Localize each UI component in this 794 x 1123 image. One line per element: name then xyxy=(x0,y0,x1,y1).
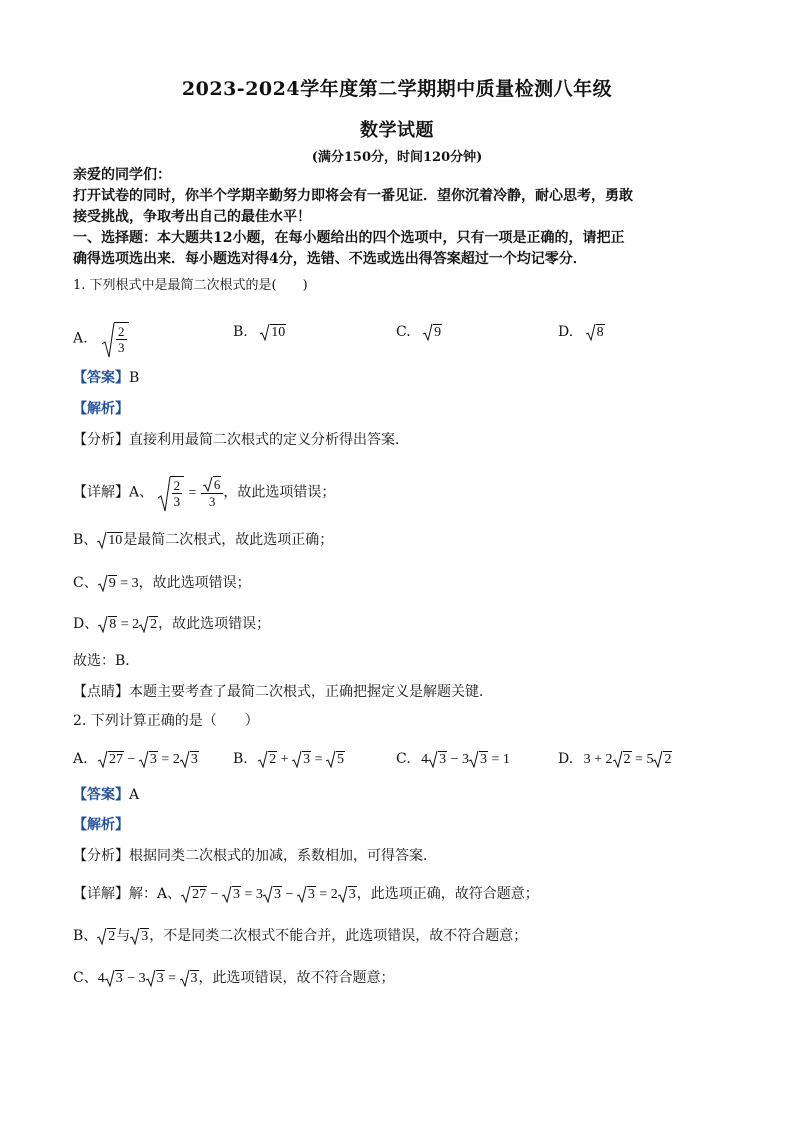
q2-option-d xyxy=(558,749,672,770)
q2-option-c-label: C. xyxy=(396,751,411,767)
radical-icon xyxy=(613,750,623,768)
q2-option-b xyxy=(233,749,345,770)
q1-analysis-heading xyxy=(73,399,129,419)
q2-c-op: − 3 xyxy=(447,752,470,767)
q1-detail-b xyxy=(73,530,333,551)
exam-title: 2023-2024学年度第二学期期中质量检测八年级 xyxy=(181,78,613,100)
q1-detail-a-den: 3 xyxy=(173,494,181,509)
q2-d-s2 xyxy=(653,750,672,770)
q1-option-a-label: A. xyxy=(73,330,88,347)
q2-c-r1: 3 xyxy=(439,752,447,767)
radical-icon xyxy=(139,615,149,633)
q1-answer xyxy=(73,368,139,388)
q1-detail-a xyxy=(73,476,335,509)
q2-a-s3 xyxy=(180,750,199,770)
q2-b-r3: 5 xyxy=(337,752,345,767)
q1-option-b-label: B. xyxy=(233,324,248,340)
intro-line-2: 接受挑战，争取考出自己的最佳水平！ xyxy=(73,209,311,225)
q2-da-r2: 3 xyxy=(233,887,241,902)
q1-detail-b-suffix: 是最简二次根式，故此选项正确； xyxy=(123,532,334,548)
exam-info: (满分150分，时间120分钟) xyxy=(311,150,483,165)
q1-option-a xyxy=(73,322,129,355)
q2-option-a-expr xyxy=(98,752,199,767)
radical-icon xyxy=(326,750,336,768)
radical-icon xyxy=(297,885,307,903)
q2-detail-a-expr xyxy=(181,887,357,902)
q1-option-c-rad: 9 xyxy=(434,325,442,340)
q1-detail-a-suffix: ，故此选项错误； xyxy=(223,484,336,501)
q2-option-d-expr xyxy=(584,752,673,767)
radical-icon xyxy=(102,322,115,358)
q1-detail-a-expr xyxy=(158,476,185,509)
q2-da-s3 xyxy=(263,885,282,905)
q2-db-r2: 3 xyxy=(141,929,149,944)
radical-icon xyxy=(203,476,213,492)
q2-da-s4 xyxy=(297,885,316,905)
radical-icon xyxy=(423,323,433,341)
radical-icon xyxy=(158,476,171,512)
q2-da-op2: − xyxy=(281,887,297,902)
q2-stem: 2. 下列计算正确的是（ ） xyxy=(73,713,259,729)
q2-b-op: + xyxy=(277,752,293,767)
intro-line-1: 打开试卷的同时，你半个学期辛勤努力即将会有一番见证．望你沉着冷静，耐心思考，勇敢 xyxy=(73,188,633,204)
radical-icon xyxy=(260,323,270,341)
q2-detail-c-expr xyxy=(98,971,199,986)
q1-fenxi-text: 直接利用最简二次根式的定义分析得出答案． xyxy=(129,432,409,448)
q2-da-eq1: = 3 xyxy=(241,887,263,902)
q1-option-b-rad: 10 xyxy=(271,325,286,340)
q2-fenxi xyxy=(73,846,437,866)
q1-detail-a-result xyxy=(201,476,224,509)
q1-detail-b-prefix: B、 xyxy=(73,532,98,548)
q2-option-a-label: A. xyxy=(73,751,88,767)
q1-detail-c-prefix: C、 xyxy=(73,575,98,591)
q2-a-r3: 3 xyxy=(190,752,198,767)
q1-option-c-expr xyxy=(423,323,442,343)
q2-option-b-expr xyxy=(258,752,345,767)
radical-icon xyxy=(586,323,596,341)
q1-option-d-expr xyxy=(586,323,605,343)
q2-d-s1 xyxy=(613,750,632,770)
dianjing-tag: 【点睛】 xyxy=(73,684,129,700)
section1-line-1: 一、选择题：本大题共12小题，在每小题给出的四个选项中，只有一项是正确的，请把正 xyxy=(73,230,625,246)
q2-detail-a-prefix: 解：A、 xyxy=(129,886,182,902)
radical-icon xyxy=(180,750,190,768)
q2-detail-b-suffix: ，不是同类二次根式不能合并，此选项错误，故不符合题意； xyxy=(149,928,528,944)
q1-detail-c-suffix: ，故此选项错误； xyxy=(138,575,251,591)
q1-detail-c-expr xyxy=(98,574,117,594)
q2-detail-c xyxy=(73,968,395,989)
q1-option-d xyxy=(558,322,605,343)
q2-dc-pre: 4 xyxy=(97,971,105,986)
q1-dianjing xyxy=(73,682,493,702)
q1-conclusion: 故选：B． xyxy=(73,653,140,669)
q1-option-c-label: C. xyxy=(396,324,411,340)
q2-b-s2 xyxy=(292,750,311,770)
q1-detail-d-expr2 xyxy=(139,615,158,635)
q2-a-s2 xyxy=(139,750,158,770)
q2-c-r2: 3 xyxy=(480,752,488,767)
q2-a-op: − xyxy=(124,752,139,767)
q2-b-r2: 3 xyxy=(303,752,311,767)
q2-detail-c-suffix: ，此选项错误，故不符合题意； xyxy=(198,970,395,986)
q2-d-pre: 3 + 2 xyxy=(583,752,613,767)
q2-dc-s1 xyxy=(105,969,124,989)
radical-icon xyxy=(338,885,348,903)
greeting: 亲爱的同学们： xyxy=(73,167,171,183)
q2-da-s1 xyxy=(181,885,207,905)
q2-b-s3 xyxy=(326,750,345,770)
q2-dc-eq: = xyxy=(164,971,180,986)
q2-c-s2 xyxy=(469,750,488,770)
q2-detail-c-prefix: C、 xyxy=(73,970,98,986)
q2-answer-value: A xyxy=(129,787,140,803)
q2-analysis-heading xyxy=(73,815,129,835)
q2-dc-r1: 3 xyxy=(115,971,123,986)
q1-detail-a-prefix: A、 xyxy=(129,484,154,501)
q1-option-c xyxy=(396,322,442,343)
q2-option-c xyxy=(396,749,510,770)
fenxi-tag: 【分析】 xyxy=(73,432,129,448)
radical-icon xyxy=(105,969,115,987)
q1-detail-a-num: 2 xyxy=(173,478,181,493)
radical-icon xyxy=(180,969,190,987)
radical-icon xyxy=(292,750,302,768)
q2-db-s2 xyxy=(130,927,149,947)
q2-answer xyxy=(73,785,139,805)
q1-detail-d-expr xyxy=(98,615,117,635)
q2-c-s1 xyxy=(428,750,447,770)
q2-dc-r3: 3 xyxy=(190,971,198,986)
fenxi-tag: 【分析】 xyxy=(73,848,129,864)
q2-detail-b xyxy=(73,926,527,947)
radical-icon xyxy=(98,750,108,768)
radical-icon xyxy=(97,927,107,945)
q1-detail-a-eq: = xyxy=(188,485,197,501)
q2-detail-a xyxy=(73,884,539,905)
answer-tag: 【答案】 xyxy=(73,787,129,803)
q2-option-d-label: D. xyxy=(558,751,574,767)
q2-detail-b-prefix: B、 xyxy=(73,928,98,944)
q1-detail-c-result: = 3 xyxy=(116,576,139,591)
q2-dc-op: − 3 xyxy=(123,971,146,986)
q2-da-r5: 3 xyxy=(348,887,356,902)
q2-c-pre: 4 xyxy=(421,752,429,767)
q2-c-eq: = 1 xyxy=(488,752,510,767)
q2-d-eq: = 5 xyxy=(631,752,654,767)
q1-option-d-label: D. xyxy=(558,324,574,340)
q2-a-r1: 27 xyxy=(109,752,124,767)
detail-tag: 【详解】 xyxy=(73,484,129,501)
q1-a-den: 3 xyxy=(118,340,125,355)
radical-icon xyxy=(98,615,108,633)
radical-icon xyxy=(222,885,232,903)
q1-answer-value: B xyxy=(129,370,140,386)
q1-option-b-expr xyxy=(260,323,286,343)
radical-icon xyxy=(130,927,140,945)
q2-db-s1 xyxy=(97,927,116,947)
radical-icon xyxy=(653,750,663,768)
q1-detail-d-rad: 8 xyxy=(109,617,117,632)
q1-detail-d xyxy=(73,614,270,635)
q1-a-num: 2 xyxy=(118,324,125,339)
q2-option-a xyxy=(73,749,199,770)
q1-detail-a-den3: 3 xyxy=(208,494,216,509)
q2-a-r2: 3 xyxy=(149,752,157,767)
analysis-tag: 【解析】 xyxy=(73,817,129,833)
q1-detail-b-rad: 10 xyxy=(108,533,123,548)
q2-dc-s2 xyxy=(146,969,165,989)
q2-b-eq: = xyxy=(311,752,327,767)
q1-detail-d-prefix: D、 xyxy=(73,616,99,632)
radical-icon xyxy=(181,885,191,903)
answer-tag: 【答案】 xyxy=(73,370,129,386)
q2-da-r3: 3 xyxy=(273,887,281,902)
q2-da-s5 xyxy=(338,885,357,905)
q2-fenxi-text: 根据同类二次根式的加减，系数相加，可得答案． xyxy=(129,848,437,864)
q1-detail-b-expr xyxy=(97,531,123,551)
q2-detail-a-suffix: ，此选项正确，故符合题意； xyxy=(356,886,539,902)
q2-db-r1: 2 xyxy=(108,929,116,944)
radical-icon xyxy=(97,531,107,549)
q2-da-r1: 27 xyxy=(192,887,207,902)
q1-stem: 1. 下列根式中是最简二次根式的是( ) xyxy=(73,278,308,293)
q2-da-eq2: = 2 xyxy=(315,887,338,902)
q1-detail-d-rad2: 2 xyxy=(150,617,158,632)
radical-icon xyxy=(469,750,479,768)
q2-da-s2 xyxy=(222,885,241,905)
q2-db-mid: 与 xyxy=(116,928,131,944)
q1-option-b xyxy=(233,322,286,343)
radical-icon xyxy=(98,574,108,592)
q1-dianjing-text: 本题主要考查了最简二次根式，正确把握定义是解题关键． xyxy=(129,684,493,700)
q1-detail-c-rad: 9 xyxy=(108,576,116,591)
q1-detail-a-rad6: 6 xyxy=(213,477,221,492)
radical-icon xyxy=(146,969,156,987)
subject-title: 数学试题 xyxy=(360,120,434,141)
q1-detail-d-suffix: ，故此选项错误； xyxy=(158,616,271,632)
radical-icon xyxy=(139,750,149,768)
detail-tag: 【详解】 xyxy=(73,886,129,902)
q2-b-s1 xyxy=(258,750,277,770)
q1-detail-d-eq: = 2 xyxy=(117,617,140,632)
q2-dc-r2: 3 xyxy=(156,971,164,986)
q2-option-c-expr xyxy=(421,752,510,767)
q2-d-r1: 2 xyxy=(623,752,631,767)
q2-option-b-label: B. xyxy=(233,751,248,767)
q2-da-r4: 3 xyxy=(307,887,315,902)
q2-b-r1: 2 xyxy=(269,752,277,767)
q1-option-d-rad: 8 xyxy=(596,325,604,340)
q2-d-r2: 2 xyxy=(664,752,672,767)
q1-option-a-expr xyxy=(102,322,129,355)
analysis-tag: 【解析】 xyxy=(73,401,129,417)
q2-a-eq: = 2 xyxy=(157,752,180,767)
q1-detail-c xyxy=(73,573,251,594)
radical-icon xyxy=(428,750,438,768)
q2-da-op1: − xyxy=(207,887,223,902)
q2-a-s1 xyxy=(98,750,124,770)
section1-line-2: 确得选项选出来．每小题选对得4分，选错、不选或选出得答案超过一个均记零分． xyxy=(73,251,587,267)
radical-icon xyxy=(258,750,268,768)
q1-fenxi xyxy=(73,430,409,450)
q2-dc-s3 xyxy=(180,969,199,989)
q1-detail-a-sqrt6 xyxy=(203,476,222,493)
radical-icon xyxy=(263,885,273,903)
